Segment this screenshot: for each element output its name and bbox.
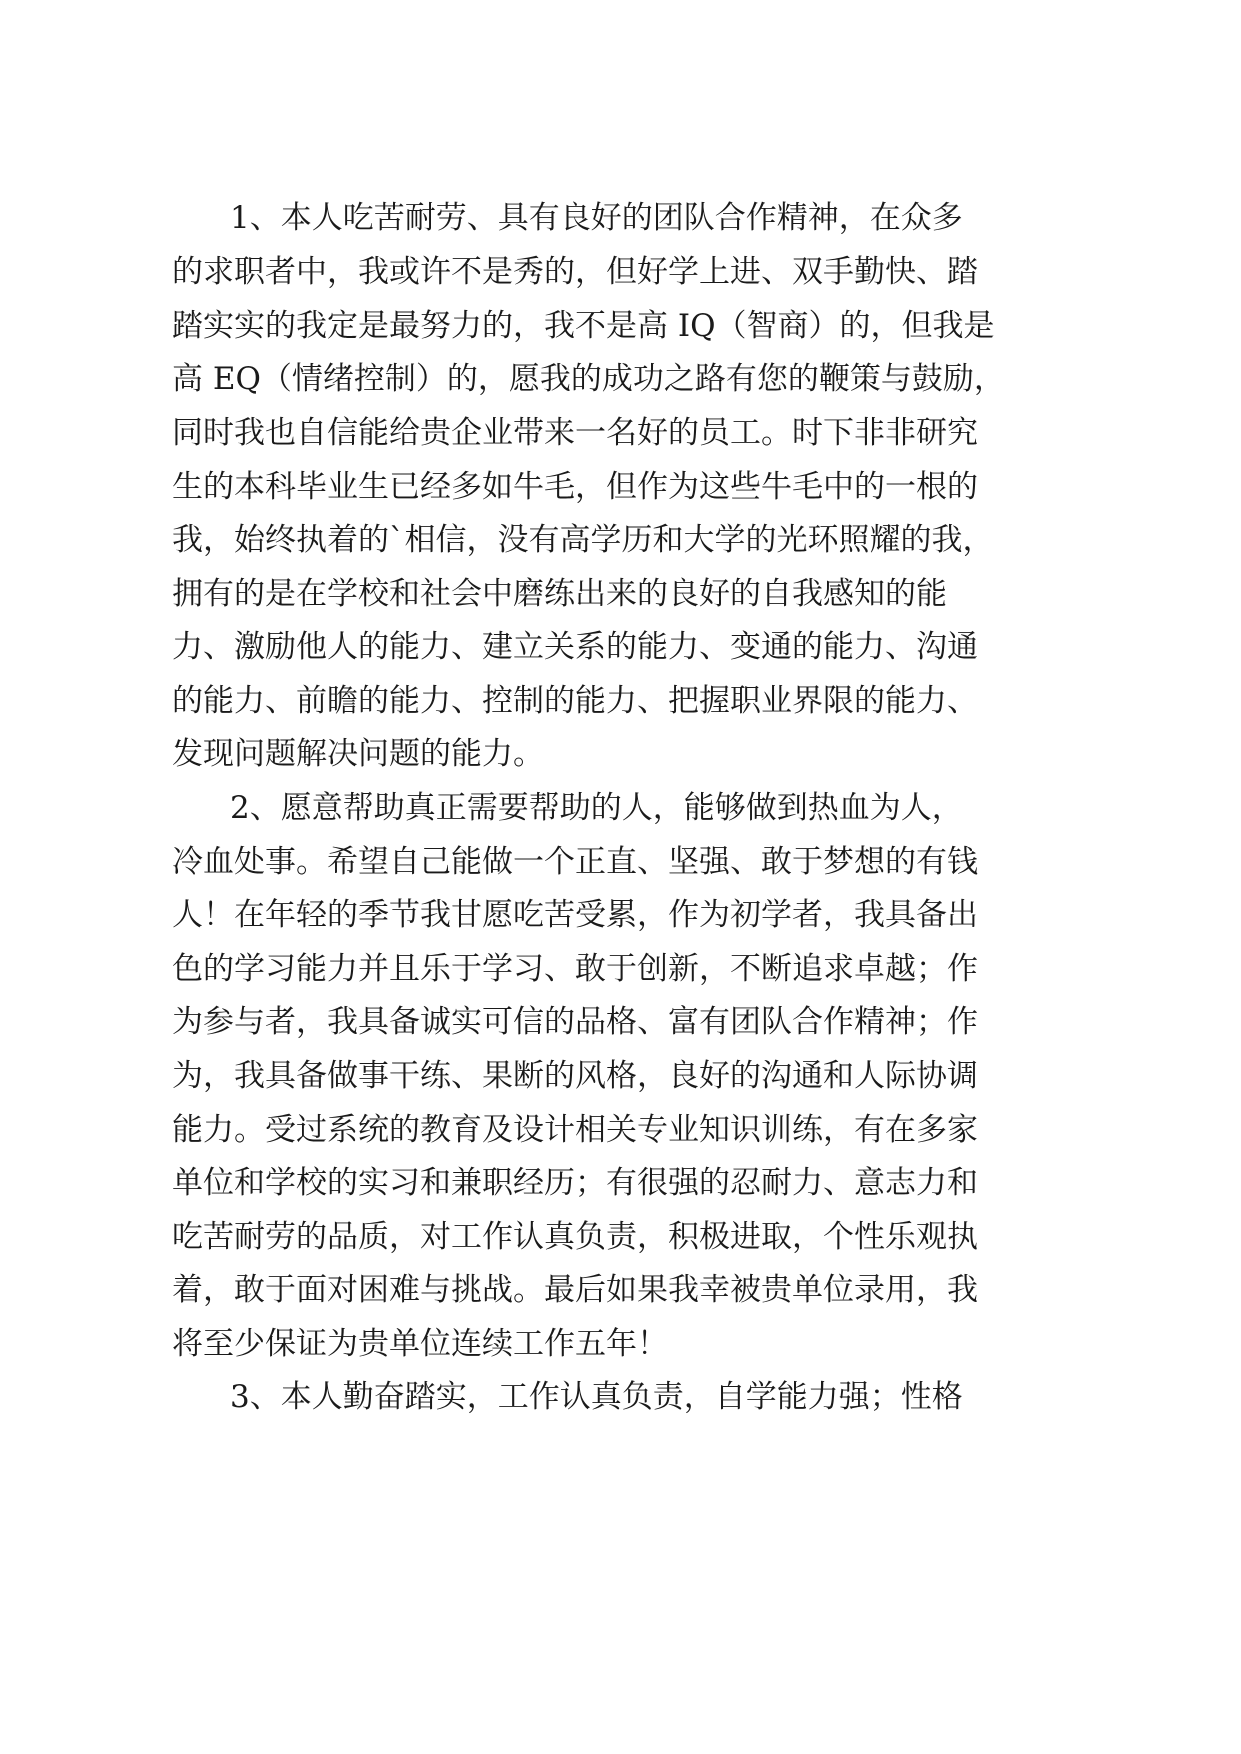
text-line: 能力。受过系统的教育及设计相关专业知识训练，有在多家 bbox=[172, 1112, 978, 1148]
text-line: 着，敢于面对困难与挑战。最后如果我幸被贵单位录用，我 bbox=[172, 1272, 978, 1308]
text-line: 生的本科毕业生已经多如牛毛，但作为这些牛毛中的一根的 bbox=[172, 469, 978, 505]
text-line: 为参与者，我具备诚实可信的品格、富有团队合作精神；作 bbox=[172, 1004, 978, 1040]
text-line: 的求职者中，我或许不是秀的，但好学上进、双手勤快、踏 bbox=[172, 254, 978, 290]
text-line: 同时我也自信能给贵企业带来一名好的员工。时下非非研究 bbox=[172, 415, 978, 451]
text-line: 我，始终执着的`相信，没有高学历和大学的光环照耀的我， bbox=[172, 522, 994, 558]
text-line: 色的学习能力并且乐于学习、敢于创新，不断追求卓越；作 bbox=[172, 951, 978, 987]
text-line: 高 EQ（情绪控制）的，愿我的成功之路有您的鞭策与鼓励， bbox=[172, 361, 1005, 397]
text-line: 的能力、前瞻的能力、控制的能力、把握职业界限的能力、 bbox=[172, 683, 978, 719]
text-line: 发现问题解决问题的能力。 bbox=[172, 736, 544, 772]
text-line: 将至少保证为贵单位连续工作五年！ bbox=[172, 1326, 668, 1362]
text-line: 2、愿意帮助真正需要帮助的人，能够做到热血为人， bbox=[230, 790, 963, 826]
text-line: 为，我具备做事干练、果断的风格，良好的沟通和人际协调 bbox=[172, 1058, 978, 1094]
text-line: 人！在年轻的季节我甘愿吃苦受累，作为初学者，我具备出 bbox=[172, 897, 978, 933]
text-line: 冷血处事。希望自己能做一个正直、坚强、敢于梦想的有钱 bbox=[172, 844, 978, 880]
text-line: 单位和学校的实习和兼职经历；有很强的忍耐力、意志力和 bbox=[172, 1165, 978, 1201]
text-line: 1、本人吃苦耐劳、具有良好的团队合作精神，在众多 bbox=[230, 200, 963, 236]
text-line: 力、激励他人的能力、建立关系的能力、变通的能力、沟通 bbox=[172, 629, 978, 665]
text-line: 拥有的是在学校和社会中磨练出来的良好的自我感知的能 bbox=[172, 576, 947, 612]
text-line: 3、本人勤奋踏实，工作认真负责，自学能力强；性格 bbox=[230, 1379, 963, 1415]
text-line: 踏实实的我定是最努力的，我不是高 IQ（智商）的，但我是 bbox=[172, 308, 995, 344]
text-line: 吃苦耐劳的品质，对工作认真负责，积极进取，个性乐观执 bbox=[172, 1219, 978, 1255]
